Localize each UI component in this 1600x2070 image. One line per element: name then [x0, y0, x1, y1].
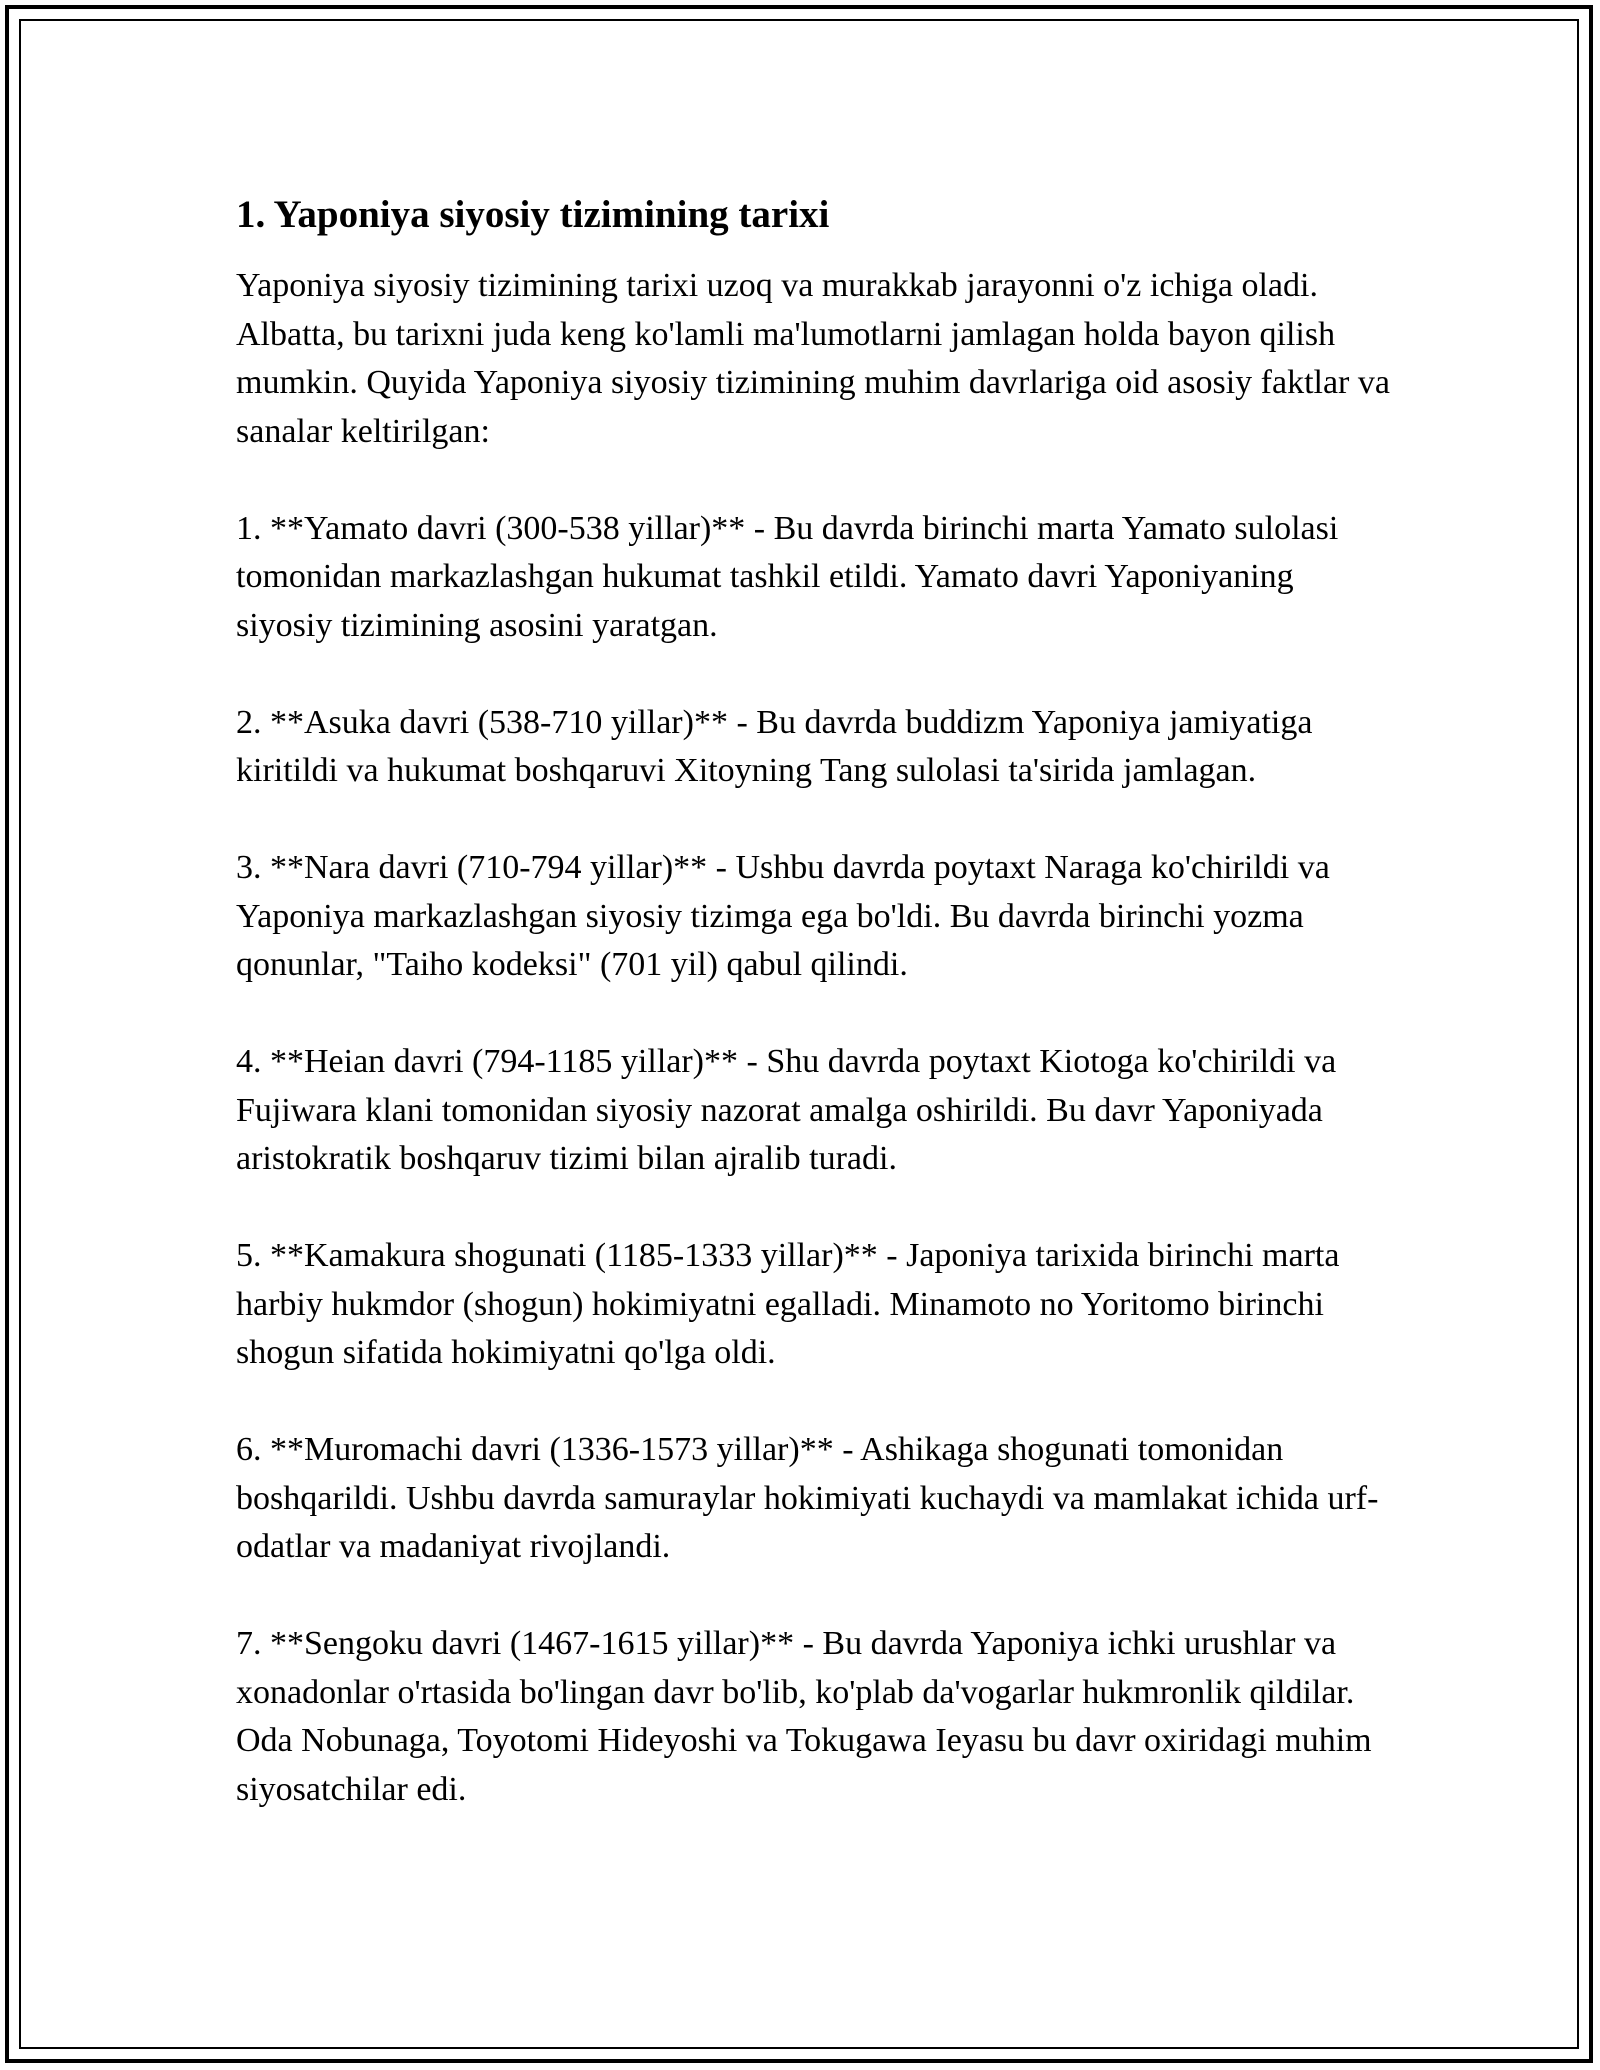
list-item-nara: 3. **Nara davri (710-794 yillar)** - Ushbu davrda poytaxt Naraga ko'chirildi va Yaponiya markazlashgan siyosiy tizimga ega bo'ldi. Bu davrda birinchi yozma qonunlar, "Taiho kodeksi" (701 yil) qabul qilindi.: [236, 849, 1330, 983]
list-item-sengoku: 7. **Sengoku davri (1467-1615 yillar)** - Bu davrda Yaponiya ichki urushlar va xonadonlar o'rtasida bo'lingan davr bo'lib, ko'plab da'vogarlar hukmronlik qildilar. Oda Nobunaga, Toyotomi Hideyoshi va Tokugawa Ieyasu bu davr oxiridagi muhim siyosatchilar edi.: [236, 1625, 1372, 1808]
list-item-asuka: 2. **Asuka davri (538-710 yillar)** - Bu davrda buddizm Yaponiya jamiyatiga kiritildi va hukumat boshqaruvi Xitoyning Tang sulolasi ta'sirida jamlagan.: [236, 703, 1313, 789]
intro-paragraph: Yaponiya siyosiy tizimining tarixi uzoq va murakkab jarayonni o'z ichiga oladi. Albatta, bu tarixni juda keng ko'lamli ma'lumotlarni jamlagan holda bayon qilish mumkin. Quyida Yaponiya siyosiy tizimining muhim davrlariga oid asosiy faktlar va sanalar keltirilgan:: [236, 267, 1390, 450]
list-item-kamakura: 5. **Kamakura shogunati (1185-1333 yillar)** - Japoniya tarixida birinchi marta harbiy hukmdor (shogun) hokimiyatni egalladi. Minamoto no Yoritomo birinchi shogun sifatida hokimiyatni qo'lga oldi.: [236, 1237, 1340, 1371]
document-title: 1. Yaponiya siyosiy tizimining tarixi: [236, 193, 830, 236]
list-item-heian: 4. **Heian davri (794-1185 yillar)** - Shu davrda poytaxt Kiotoga ko'chirildi va Fujiwara klani tomonidan siyosiy nazorat amalga oshirildi. Bu davr Yaponiyada aristokratik boshqaruv tizimi bilan ajralib turadi.: [236, 1043, 1337, 1177]
document-body: [236, 188, 1396, 1863]
list-item-yamato: 1. **Yamato davri (300-538 yillar)** - Bu davrda birinchi marta Yamato sulolasi tomonidan markazlashgan hukumat tashkil etildi. Yamato davri Yaponiyaning siyosiy tizimining asosini yaratgan.: [236, 509, 1339, 644]
list-item-muromachi: 6. **Muromachi davri (1336-1573 yillar)** - Ashikaga shogunati tomonidan boshqarildi. Ushbu davrda samuraylar hokimiyati kuchaydi va mamlakat ichida urf-odatlar va madaniyat rivojlandi.: [236, 1431, 1379, 1565]
